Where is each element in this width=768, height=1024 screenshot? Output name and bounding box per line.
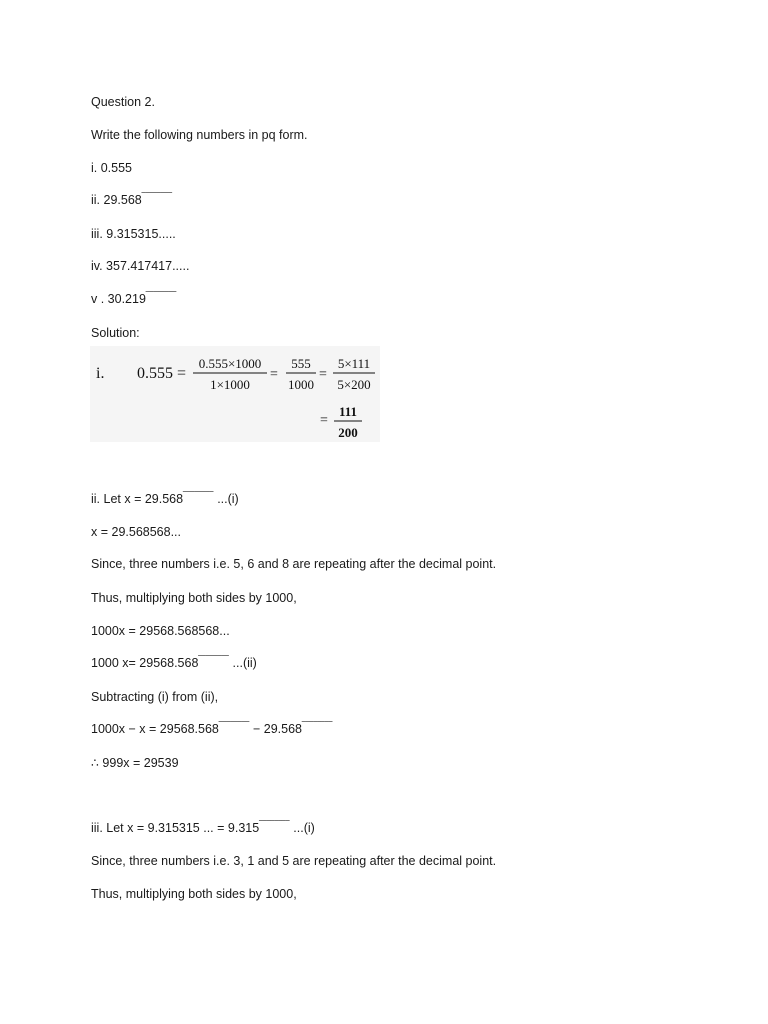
equation-image [90, 346, 380, 442]
part2-line-4: Thus, multiplying both sides by 1000, [91, 591, 297, 605]
repeating-bar: ‾‾‾‾‾‾‾‾ [218, 721, 250, 732]
line-text: ii. Let x = 29.568 [91, 492, 184, 506]
item-text: iv. 357.417417..... [91, 259, 190, 273]
part2-line-3: Since, three numbers i.e. 5, 6 and 8 are repeating after the decimal point. [91, 557, 497, 571]
part3-line-1 [91, 820, 315, 836]
item-iii [91, 226, 176, 242]
part2-line-1 [91, 491, 239, 507]
question-title: Question 2. [91, 95, 155, 109]
part2-line-2: x = 29.568568... [91, 525, 182, 539]
part3-line-3: Thus, multiplying both sides by 1000, [91, 887, 297, 901]
line-text: 1000x − x = 29568.568 [91, 722, 219, 736]
part2-line-8 [91, 721, 333, 737]
item-text: v . 30.219 [91, 292, 146, 306]
item-text: i. 0.555 [91, 161, 133, 175]
repeating-bar: ‾‾‾‾‾‾‾‾ [141, 192, 173, 203]
frac2-numerator: 555 [291, 356, 311, 371]
line-suffix: ...(ii) [229, 656, 257, 670]
frac1-denominator: 1×1000 [210, 377, 250, 392]
frac2-denominator: 1000 [288, 377, 314, 392]
repeating-bar: ‾‾‾‾‾‾‾‾ [302, 721, 333, 732]
repeating-bar: ‾‾‾‾‾‾‾‾ [259, 820, 290, 831]
frac3-denominator: 5×200 [337, 377, 371, 392]
item-text: ii. 29.568 [91, 193, 142, 207]
part3-line-2: Since, three numbers i.e. 3, 1 and 5 are repeating after the decimal point. [91, 854, 497, 868]
item-ii [91, 192, 172, 208]
item-v [91, 291, 177, 307]
frac1-numerator: 0.555×1000 [198, 356, 262, 371]
eq-lhs: 0.555 = [137, 365, 187, 382]
repeating-bar: ‾‾‾‾‾‾‾‾ [198, 655, 230, 666]
frac3-numerator: 5×111 [337, 356, 371, 371]
part2-line-6 [91, 655, 257, 671]
result-denominator: 200 [338, 425, 358, 440]
line-text: 1000 x= 29568.568 [91, 656, 199, 670]
result-numerator: 111 [338, 404, 358, 419]
line-suffix: − 29.568 [249, 722, 303, 736]
item-text: iii. 9.315315..... [91, 227, 176, 241]
part2-line-7: Subtracting (i) from (ii), [91, 690, 219, 704]
eq3-sign: = [319, 367, 327, 382]
line-text: iii. Let x = 9.315315 ... = 9.315 [91, 821, 260, 835]
eq2-sign: = [270, 367, 278, 382]
repeating-bar: ‾‾‾‾‾‾‾‾ [183, 491, 214, 502]
item-iv [91, 258, 189, 274]
eq-label: i. [96, 365, 105, 382]
instruction-text: Write the following numbers in pq form. [91, 128, 308, 142]
part2-line-9: ∴ 999x = 29539 [91, 756, 179, 770]
eq4-sign: = [320, 413, 328, 428]
solution-label: Solution: [91, 326, 140, 340]
line-suffix: ...(i) [213, 492, 239, 506]
item-i [91, 160, 132, 176]
part2-line-5: 1000x = 29568.568568... [91, 624, 230, 638]
line-suffix: ...(i) [289, 821, 315, 835]
repeating-bar: ‾‾‾‾‾‾‾‾ [145, 291, 177, 302]
